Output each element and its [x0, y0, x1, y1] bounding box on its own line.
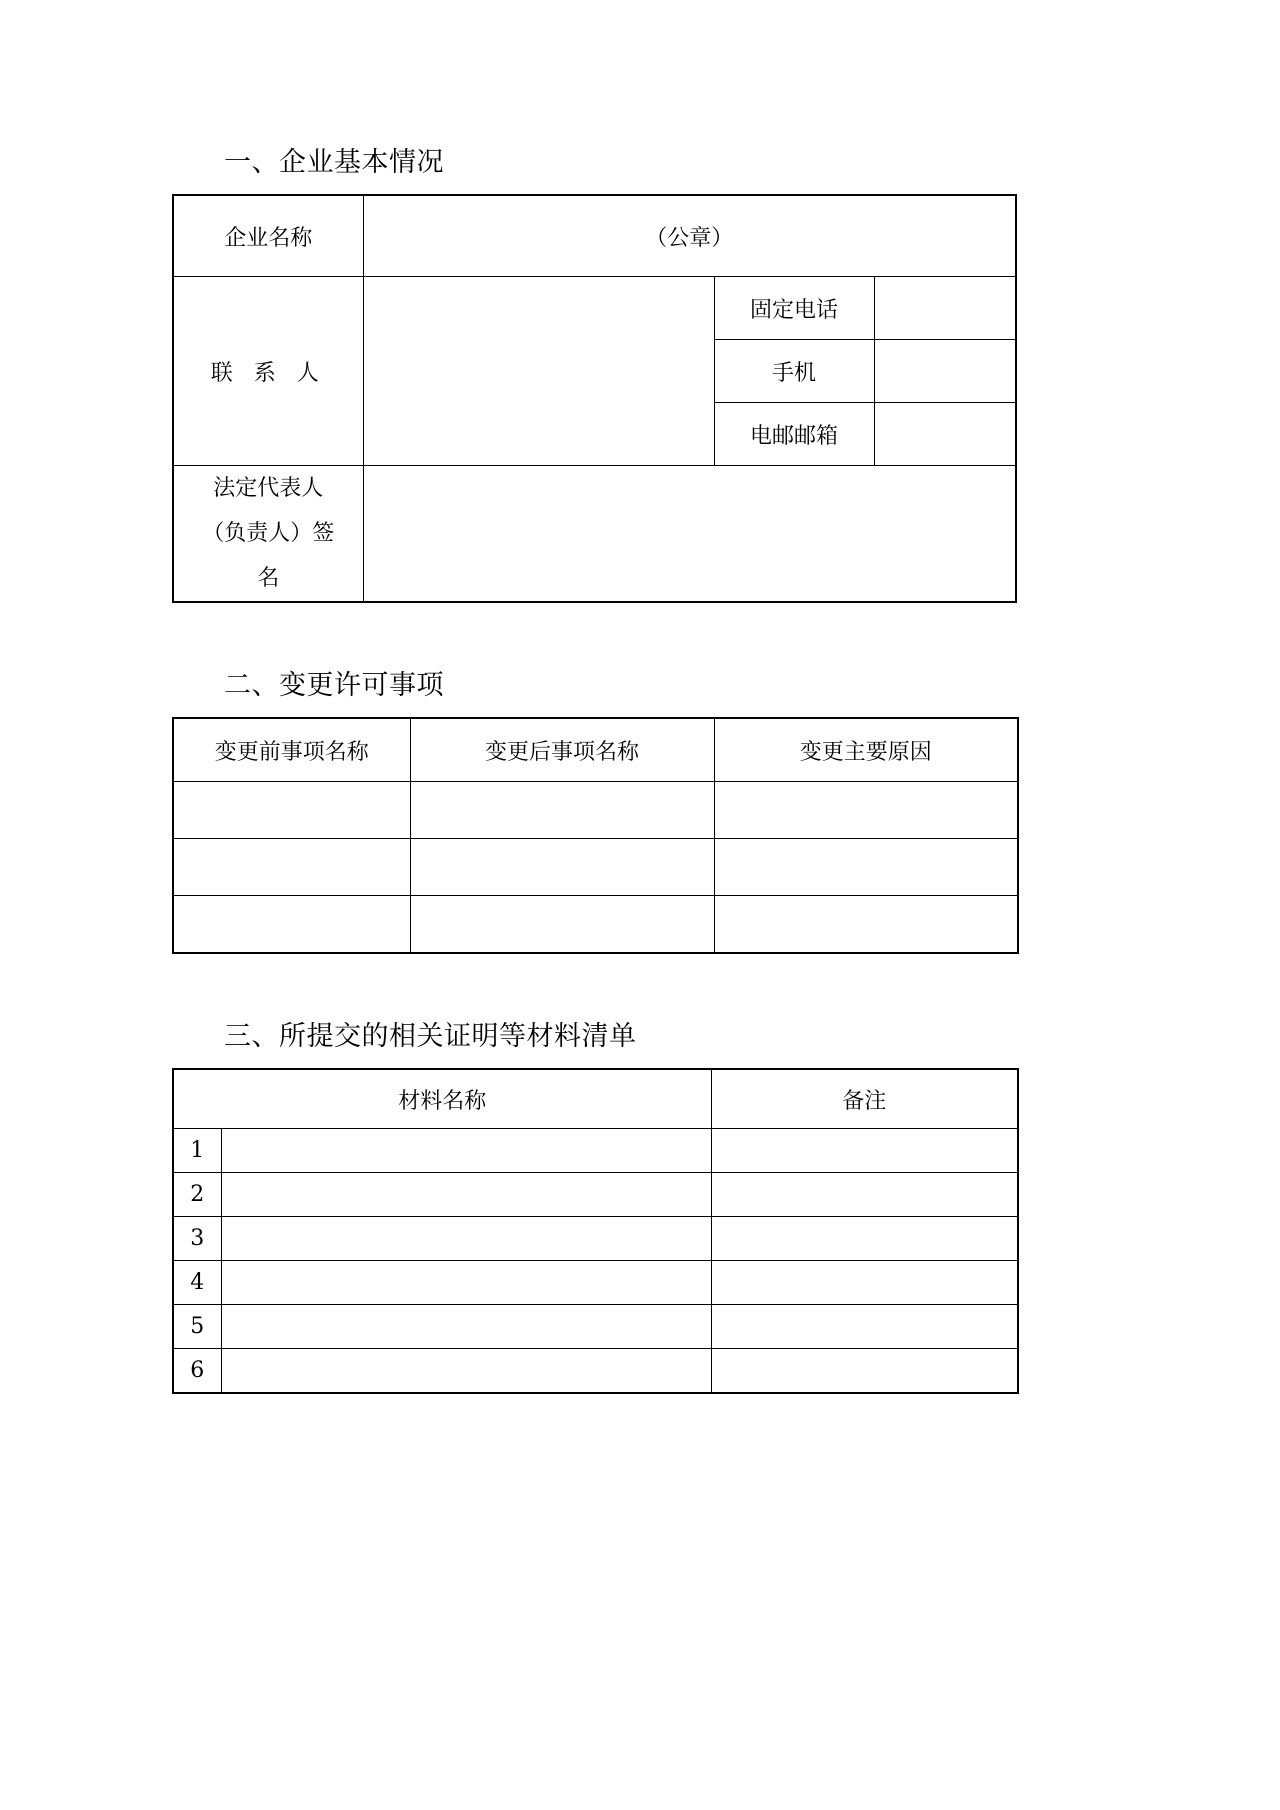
label-email: 电邮邮箱	[714, 403, 874, 466]
section-heading-submitted-materials-list: 三、所提交的相关证明等材料清单	[224, 1021, 637, 1052]
table-row	[173, 782, 1018, 839]
label-landline-phone: 固定电话	[714, 277, 874, 340]
cell-remark[interactable]	[711, 1305, 1018, 1349]
row-number: 4	[173, 1261, 221, 1305]
table-header-row	[173, 718, 1018, 782]
cell-after-change[interactable]	[410, 782, 714, 839]
cell-remark[interactable]	[711, 1173, 1018, 1217]
cell-material-name[interactable]	[221, 1305, 711, 1349]
list-item	[173, 1129, 1018, 1173]
cell-before-change[interactable]	[173, 839, 410, 896]
cell-remark[interactable]	[711, 1217, 1018, 1261]
label-enterprise-name: 企业名称	[173, 195, 363, 277]
value-contact-person[interactable]	[363, 277, 714, 466]
table-header-row	[173, 1069, 1018, 1129]
cell-change-reason[interactable]	[714, 839, 1018, 896]
table-row	[173, 466, 1016, 603]
column-header-change-reason: 变更主要原因	[714, 718, 1018, 782]
label-mobile-phone: 手机	[714, 340, 874, 403]
enterprise-basic-info-table	[172, 194, 1017, 603]
change-permit-items-table	[172, 717, 1019, 954]
value-mobile-phone[interactable]	[874, 340, 1016, 403]
list-item	[173, 1349, 1018, 1394]
section-heading-change-permit-items: 二、变更许可事项	[224, 670, 444, 701]
label-line: 名	[257, 566, 280, 591]
label-legal-representative-signature	[173, 466, 363, 603]
row-number: 1	[173, 1129, 221, 1173]
label-line: （负责人）签	[202, 521, 335, 546]
cell-change-reason[interactable]	[714, 782, 1018, 839]
row-number: 6	[173, 1349, 221, 1394]
value-email[interactable]	[874, 403, 1016, 466]
cell-before-change[interactable]	[173, 896, 410, 954]
cell-remark[interactable]	[711, 1261, 1018, 1305]
list-item	[173, 1217, 1018, 1261]
value-landline-phone[interactable]	[874, 277, 1016, 340]
label-contact-person: 联 系 人	[173, 277, 363, 466]
cell-material-name[interactable]	[221, 1349, 711, 1394]
value-legal-representative-signature[interactable]	[363, 466, 1016, 603]
cell-material-name[interactable]	[221, 1217, 711, 1261]
list-item	[173, 1261, 1018, 1305]
table-row	[173, 195, 1016, 277]
column-header-material-name: 材料名称	[173, 1069, 711, 1129]
table-row	[173, 896, 1018, 954]
cell-change-reason[interactable]	[714, 896, 1018, 954]
table-row	[173, 277, 1016, 340]
cell-after-change[interactable]	[410, 839, 714, 896]
column-header-after-change: 变更后事项名称	[410, 718, 714, 782]
section-heading-enterprise-basic-info: 一、企业基本情况	[224, 147, 444, 178]
cell-remark[interactable]	[711, 1129, 1018, 1173]
cell-material-name[interactable]	[221, 1129, 711, 1173]
list-item	[173, 1173, 1018, 1217]
row-number: 5	[173, 1305, 221, 1349]
cell-after-change[interactable]	[410, 896, 714, 954]
cell-material-name[interactable]	[221, 1173, 711, 1217]
cell-before-change[interactable]	[173, 782, 410, 839]
document-content	[172, 0, 1017, 1394]
cell-material-name[interactable]	[221, 1261, 711, 1305]
column-header-before-change: 变更前事项名称	[173, 718, 410, 782]
row-number: 2	[173, 1173, 221, 1217]
column-header-remark: 备注	[711, 1069, 1018, 1129]
list-item	[173, 1305, 1018, 1349]
value-enterprise-name-seal[interactable]: （公章）	[363, 195, 1016, 277]
submitted-materials-table	[172, 1068, 1019, 1394]
table-row	[173, 839, 1018, 896]
label-line: 法定代表人	[213, 476, 324, 501]
cell-remark[interactable]	[711, 1349, 1018, 1394]
row-number: 3	[173, 1217, 221, 1261]
